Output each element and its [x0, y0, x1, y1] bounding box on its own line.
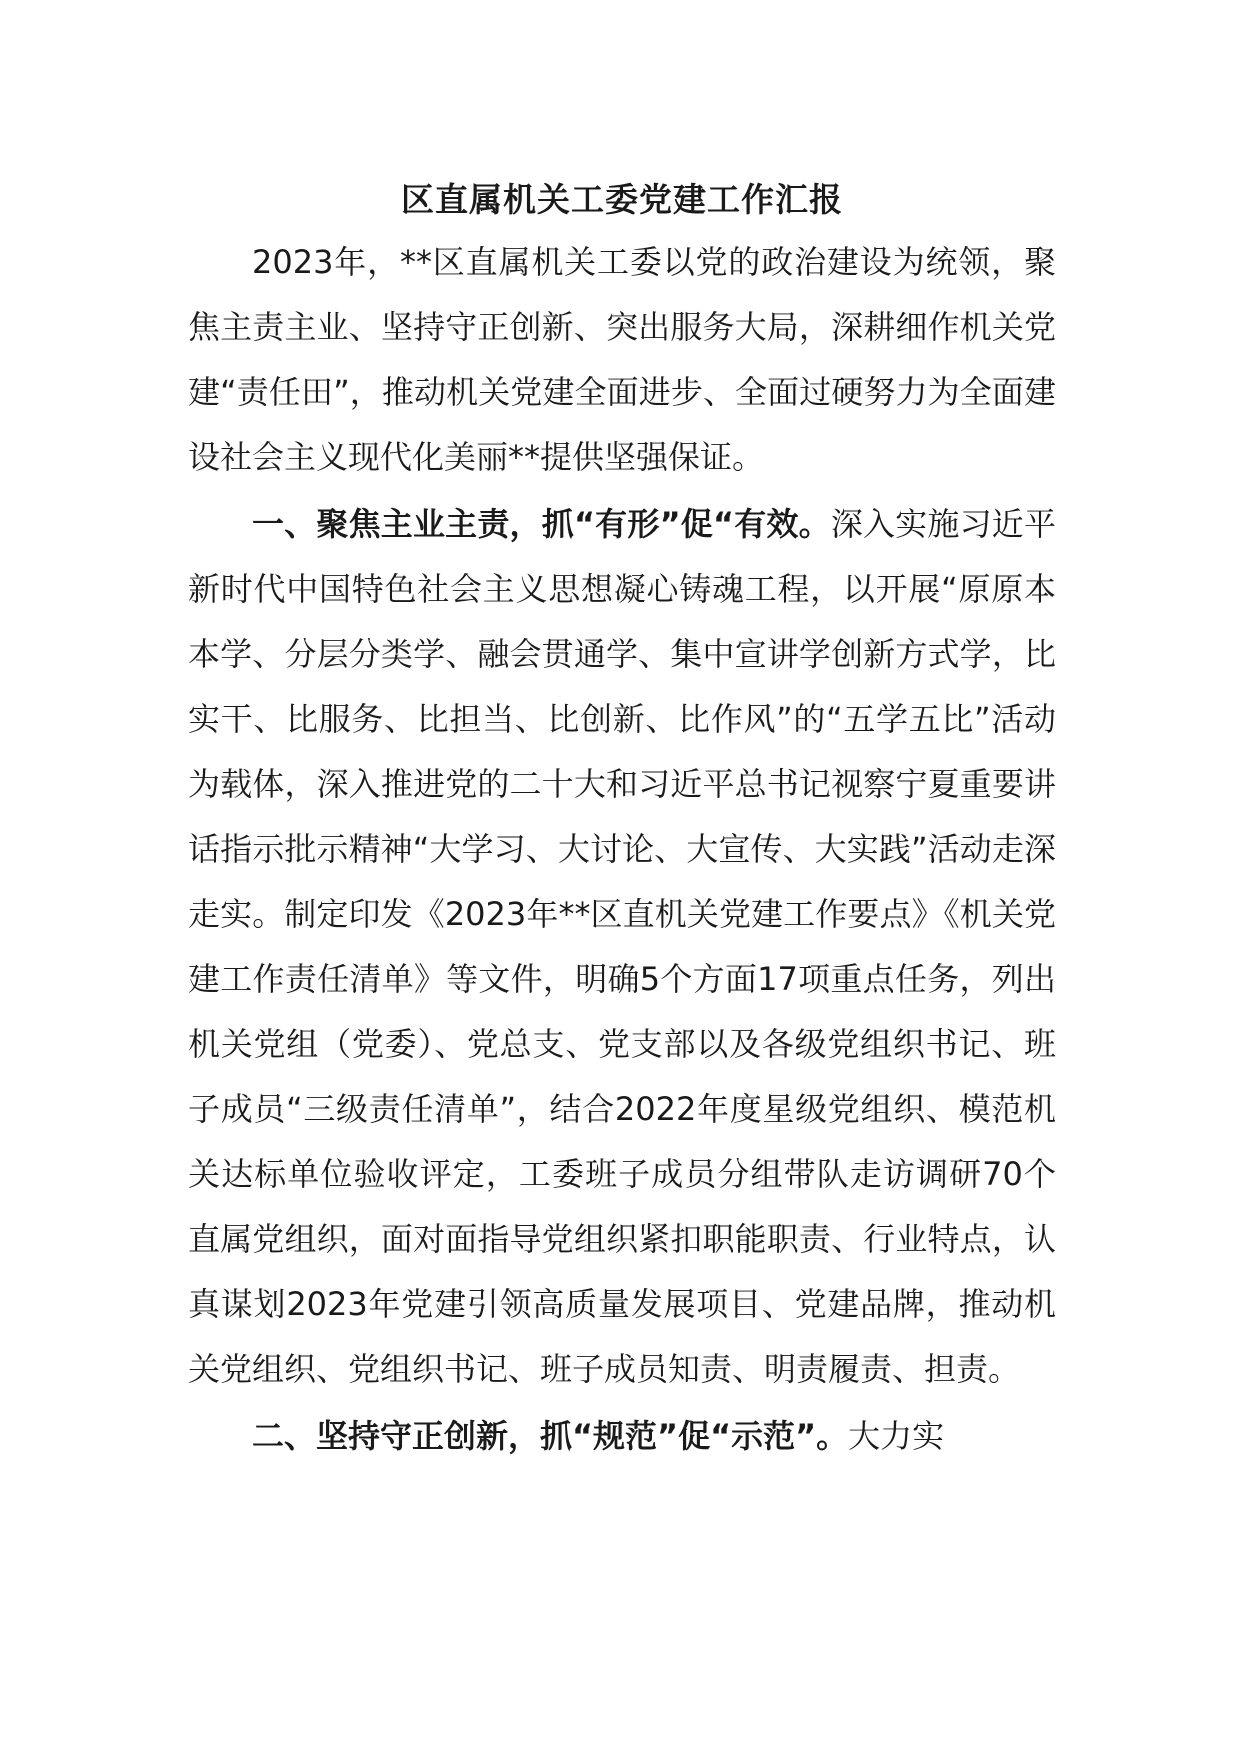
- section-2-paragraph: [188, 1404, 1056, 1469]
- section-1-text: 深入实施习近平新时代中国特色社会主义思想凝心铸魂工程，以开展“原原本本学、分层分类学、融会贯通学、集中宣讲学创新方式学，比实干、比服务、比担当、比创新、比作风”的“五学五比”活动为载体，深入推进党的二十大和习近平总书记视察宁夏重要讲话指示批示精神“大学习、大讨论、大宣传、大实践”活动走深走实。制定印发《2023年**区直机关党建工作要点》《机关党建工作责任清单》等文件，明确5个方面17项重点任务，列出机关党组（党委）、党总支、党支部以及各级党组织书记、班子成员“三级责任清单”，结合2022年度星级党组织、模范机关达标单位验收评定，工委班子成员分组带队走访调研70个直属党组织，面对面指导党组织紧扣职能职责、行业特点，认真谋划2023年党建引领高质量发展项目、党建品牌，推动机关党组织、党组织书记、班子成员知责、明责履责、担责。: [188, 505, 1056, 1388]
- section-1-paragraph: [188, 492, 1056, 1402]
- section-2-heading: 二、坚持守正创新，抓“规范”促“示范”。: [252, 1417, 849, 1455]
- intro-paragraph: [188, 230, 1056, 490]
- section-1-heading: 一、聚焦主业主责，抓“有形”促“有效。: [252, 505, 831, 543]
- document-title: 区直属机关工委党建工作汇报: [401, 180, 843, 219]
- document-page: [188, 170, 1056, 1469]
- section-2-text: 大力实: [848, 1417, 945, 1455]
- intro-text: 2023年，**区直属机关工委以党的政治建设为统领，聚焦主责主业、坚持守正创新、突出服务大局，深耕细作机关党建“责任田”，推动机关党建全面进步、全面过硬努力为全面建设社会主义现代化美丽**提供坚强保证。: [188, 243, 1056, 476]
